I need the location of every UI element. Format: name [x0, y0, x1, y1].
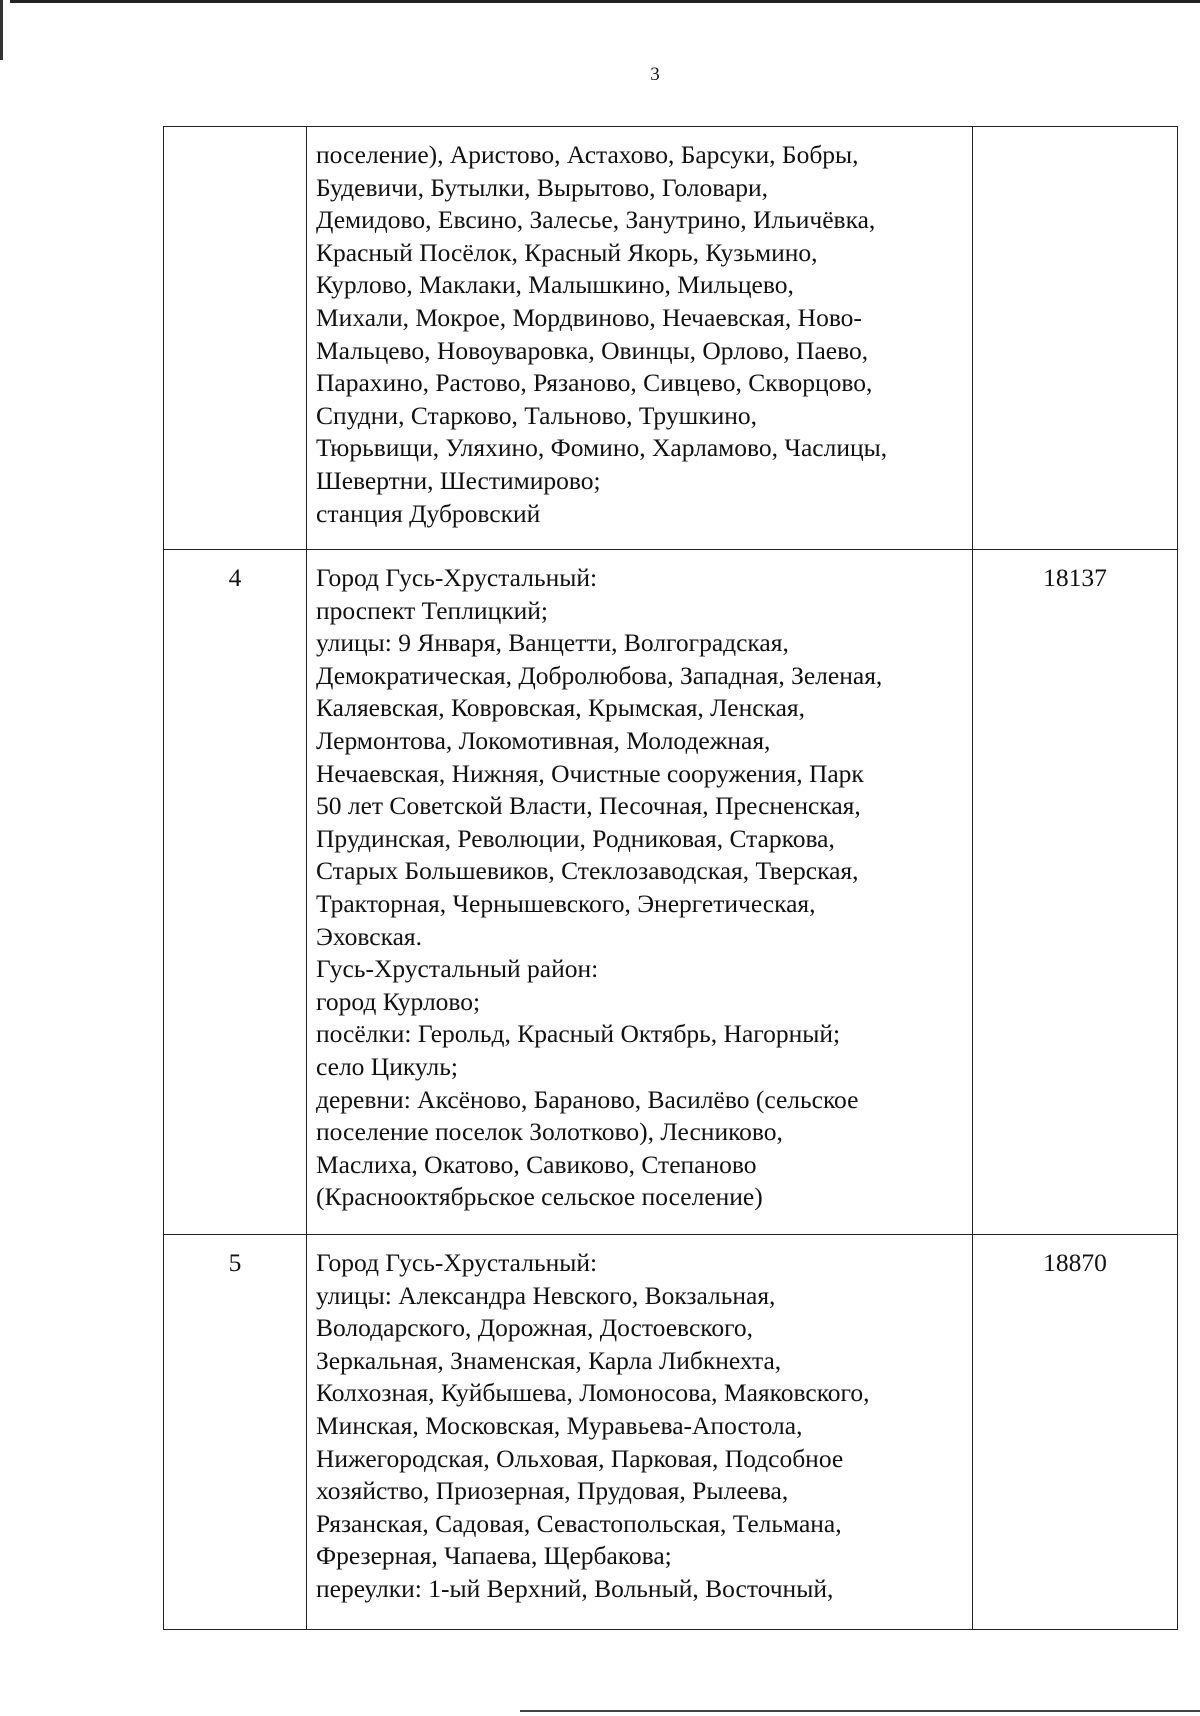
description-line: Минская, Московская, Муравьева-Апостола,	[316, 1410, 803, 1440]
description-line: станция Дубровский	[316, 498, 541, 528]
description-line: Каляевская, Ковровская, Крымская, Ленская,	[316, 693, 806, 723]
district-description-cell	[307, 550, 973, 1235]
scan-top-edge	[10, 0, 1200, 3]
district-number-cell: 5	[164, 1235, 307, 1630]
description-line: Колхозная, Куйбышева, Ломоносова, Маяковского,	[316, 1378, 870, 1408]
description-line: Тракторная, Чернышевского, Энергетическая,	[316, 888, 816, 918]
page-number: 3	[650, 64, 660, 85]
description-line: Маслиха, Окатово, Савиково, Степаново	[316, 1149, 757, 1179]
description-line: Демидово, Евсино, Залесье, Занутрино, Ильичёвка,	[316, 205, 876, 235]
description-line: Шевертни, Шестимирово;	[316, 465, 601, 495]
scan-left-edge	[0, 0, 3, 60]
table-row	[164, 127, 1178, 550]
description-line: поселение поселок Золотково), Лесниково,	[316, 1117, 783, 1147]
voter-count-cell: 18137	[973, 550, 1178, 1235]
voter-count-cell	[973, 127, 1178, 550]
description-line: (Краснооктябрьское сельское поселение)	[316, 1182, 763, 1212]
district-number-cell	[164, 127, 307, 550]
description-line: Зеркальная, Знаменская, Карла Либкнехта,	[316, 1345, 782, 1375]
district-table	[163, 126, 1178, 1630]
description-line: проспект Теплицкий;	[316, 595, 548, 625]
description-line: улицы: Александра Невского, Вокзальная,	[316, 1280, 776, 1310]
scan-bottom-edge	[520, 1710, 1200, 1712]
description-line: Нижегородская, Ольховая, Парковая, Подсобное	[316, 1443, 844, 1473]
description-line: улицы: 9 Января, Ванцетти, Волгоградская,	[316, 628, 789, 658]
description-line: деревни: Аксёново, Бараново, Василёво (сельское	[316, 1084, 859, 1114]
description-line: Прудинская, Революции, Родниковая, Старкова,	[316, 823, 835, 853]
description-line: Мальцево, Новоуваровка, Овинцы, Орлово, Паево,	[316, 335, 869, 365]
description-line: Гусь-Хрустальный район:	[316, 954, 599, 984]
description-line: Спудни, Старково, Тальново, Трушкино,	[316, 400, 758, 430]
description-line: Рязанская, Садовая, Севастопольская, Тельмана,	[316, 1508, 842, 1538]
description-line: Город Гусь-Хрустальный:	[316, 1248, 598, 1277]
description-line: Красный Посёлок, Красный Якорь, Кузьмино,	[316, 237, 818, 267]
description-line: Курлово, Маклаки, Малышкино, Мильцево,	[316, 270, 794, 300]
description-line: переулки: 1-ый Верхний, Вольный, Восточный,	[316, 1573, 834, 1603]
description-line: посёлки: Герольд, Красный Октябрь, Нагорный;	[316, 1019, 841, 1049]
district-description-cell	[307, 1235, 973, 1630]
description-line: поселение), Аристово, Астахово, Барсуки, Бобры,	[316, 140, 859, 169]
description-line: село Цикуль;	[316, 1051, 458, 1081]
description-line: Володарского, Дорожная, Достоевского,	[316, 1313, 754, 1343]
description-line: Фрезерная, Чапаева, Щербакова;	[316, 1541, 672, 1571]
description-line: Михали, Мокрое, Мордвиново, Нечаевская, Ново-	[316, 302, 862, 332]
description-line: Старых Большевиков, Стеклозаводская, Тверская,	[316, 856, 859, 886]
description-line: Нечаевская, Нижняя, Очистные сооружения, Парк	[316, 758, 864, 788]
description-line: Тюрьвищи, Уляхино, Фомино, Харламово, Часлицы,	[316, 433, 888, 463]
district-description-cell	[307, 127, 973, 550]
description-line: Эховская.	[316, 921, 422, 951]
voter-count-cell: 18870	[973, 1235, 1178, 1630]
table-row	[164, 550, 1178, 1235]
table-row	[164, 1235, 1178, 1630]
description-line: 50 лет Советской Власти, Песочная, Пресненская,	[316, 791, 861, 821]
description-line: Парахино, Растово, Рязаново, Сивцево, Скворцово,	[316, 368, 873, 398]
description-line: Лермонтова, Локомотивная, Молодежная,	[316, 725, 771, 755]
district-number-cell: 4	[164, 550, 307, 1235]
description-line: Будевичи, Бутылки, Вырытово, Головари,	[316, 172, 769, 202]
description-line: Демократическая, Добролюбова, Западная, Зеленая,	[316, 660, 883, 690]
description-line: хозяйство, Приозерная, Прудовая, Рылеева,	[316, 1476, 789, 1506]
description-line: город Курлово;	[316, 986, 481, 1016]
description-line: Город Гусь-Хрустальный:	[316, 563, 598, 592]
